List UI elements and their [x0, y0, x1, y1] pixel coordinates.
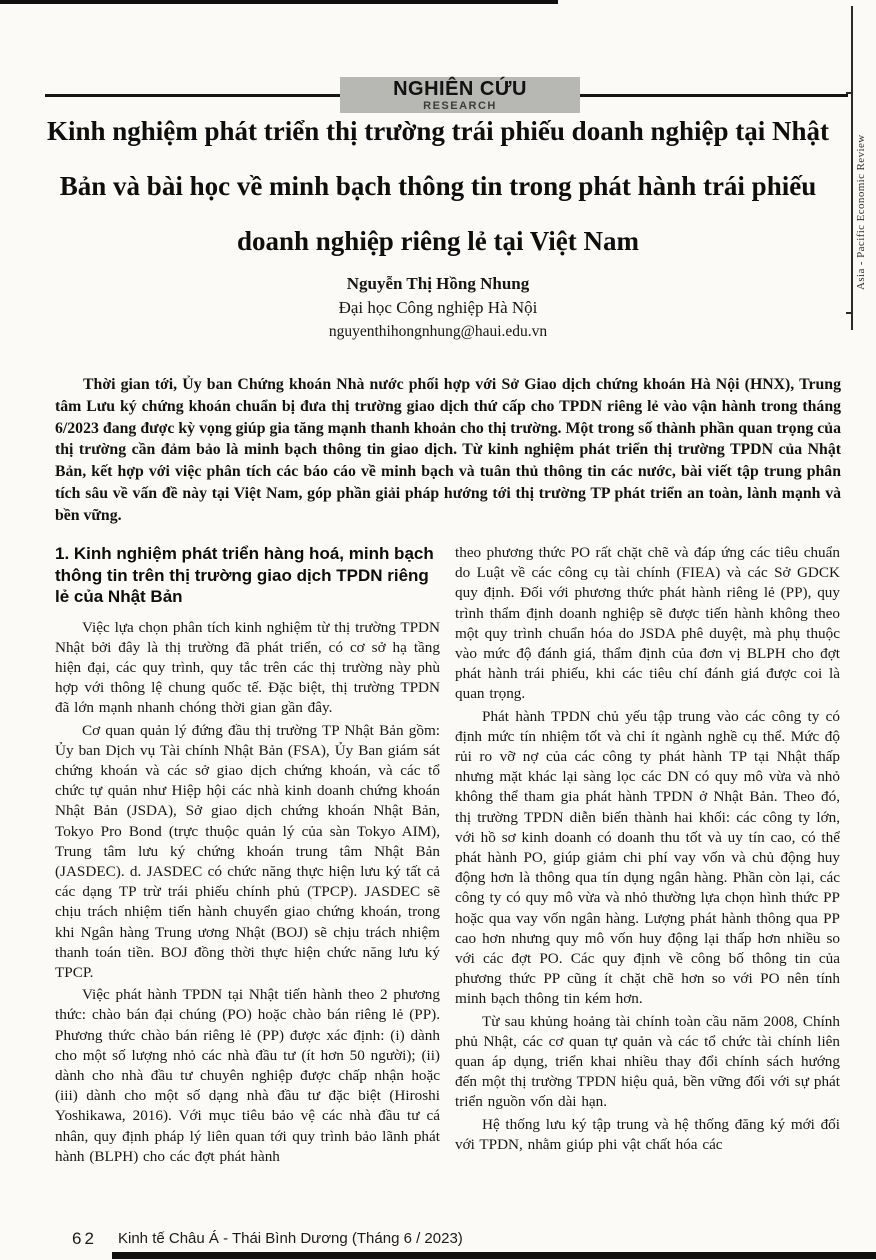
section1-heading: 1. Kinh nghiệm phát triển hàng hoá, minh bạch thông tin trên thị trường giao dịch TPDN riêng lẻ của Nhật Bản — [55, 544, 434, 606]
body-paragraph: Từ sau khủng hoảng tài chính toàn cầu năm 2008, Chính phủ Nhật, các cơ quan tự quản và các tổ chức tài chính liên quan áp dụng, triển khai nhiều thay đổi chính sách hướng đến một thị trường TPDN hiệu quả, bền vững đối với sự phát triển nguồn vốn dài hạn. — [455, 1012, 840, 1111]
bottom-edge-bar — [112, 1252, 876, 1259]
article-title: Kinh nghiệm phát triển thị trường trái phiếu doanh nghiệp tại Nhật Bản và bài học về minh bạch thông tin trong phát hành trái phiếu doanh nghiệp riêng lẻ tại Việt Nam — [46, 116, 830, 256]
journal-side-title: Asia - Pacific Economic Review — [855, 134, 867, 291]
crop-tick — [846, 312, 853, 314]
body-paragraph: Việc phát hành TPDN tại Nhật tiến hành theo 2 phương thức: chào bán đại chúng (PO) hoặc chào bán riêng lẻ (PP). Phương thức chào bán riêng lẻ (PP) được xác định: (i) dành cho một số lượng nhỏ các nhà đầu tư (ít hơn 50 người); (ii) dành cho nhà đầu tư chuyên nghiệp được chấp nhận hoặc (iii) dành cho một số dạng nhà đầu tư đặc biệt (Hiroshi Yoshikawa, 2016). Với mục tiêu bảo vệ các nhà đầu tư cá nhân, quy định pháp lý liên quan tới quy trình bảo lãnh phát hành (BLPH) cho các đợt phát hành — [55, 986, 440, 1165]
author-name: Nguyễn Thị Hồng Nhung — [346, 274, 530, 293]
side-rule — [851, 6, 853, 330]
two-column-body — [55, 543, 841, 1223]
body-paragraph: Phát hành TPDN chủ yếu tập trung vào các công ty có định mức tín nhiệm tốt và chỉ ít ngành nghề cụ thể. Mức độ rủi ro vỡ nợ của các công ty phát hành TP tại Nhật thấp nhưng mặt khác lại sàng lọc các DN có quy mô vừa và nhỏ không thể tham gia phát hành TPDN ở Nhật Bản. Theo đó, thị trường TPDN diễn biến thành hai khối: các công ty lớn, với hồ sơ kinh doanh có doanh thu tốt và uy tín cao, có thể phát hành PO, giúp giảm chi phí vay vốn và chủ động huy động hơn là thông qua tín dụng ngân hàng. Phần còn lại, các công ty có quy mô vừa và nhỏ thường lựa chọn hình thức PP hoặc qua vay vốn ngân hàng. Lượng phát hành thông qua PP cao hơn nhưng quy mô vốn huy động lại thấp hơn nhiều so với các đợt PO. Các quy định về công bố thông tin của phương thức PP cũng ít chặt chẽ hơn so với PO nên tính minh bạch thông tin kém hơn. — [455, 707, 840, 1008]
author-affiliation: Đại học Công nghiệp Hà Nội — [338, 298, 538, 317]
page-number: 62 — [72, 1229, 97, 1248]
right-column — [455, 543, 840, 1223]
author-email: nguyenthihongnhung@haui.edu.vn — [328, 323, 548, 340]
top-edge-bar — [0, 0, 558, 4]
body-paragraph: Hệ thống lưu ký tập trung và hệ thống đăng ký mới đối với TPDN, nhằm giúp phi vật chất hóa các — [455, 1115, 840, 1153]
author-block — [44, 272, 832, 344]
body-paragraph: theo phương thức PO rất chặt chẽ và đáp ứng các tiêu chuẩn do Luật về các công cụ tài chính (FIEA) và các Sở GDCK quy định. Đối với phương thức phát hành riêng lẻ (PP), quy trình thẩm định doanh nghiệp sẽ được tiến hành không theo một quy trình chuẩn hóa do JSDA phê duyệt, mà phụ thuộc vào mức độ đánh giá, thẩm định của đơn vị BLPH cho đợt phát hành trái phiếu, khi các tiêu chí đánh giá được coi là quan trọng. — [455, 544, 840, 703]
abstract-paragraph: Thời gian tới, Ủy ban Chứng khoán Nhà nước phối hợp với Sở Giao dịch chứng khoán Hà Nội (HNX), Trung tâm Lưu ký chứng khoán chuẩn bị đưa thị trường giao dịch thứ cấp cho TPDN riêng lẻ vào vận hành trong tháng 6/2023 đang được kỳ vọng giúp gia tăng mạnh thanh khoản cho thị trường. Một trong số thành phần quan trọng của thị trường cần đảm bảo là minh bạch thông tin giao dịch. Từ kinh nghiệm phát triển thị trường TPDN của Nhật Bản, kết hợp với việc phân tích các báo cáo về minh bạch và tuân thủ thông tin các nước, bài viết tập trung phân tích sâu về vấn đề này tại Việt Nam, góp phần giải pháp hướng tới thị trường TP phát triển an toàn, lành mạnh và bền vững. — [55, 376, 841, 524]
left-column — [55, 543, 440, 1223]
journal-name: Kinh tế Châu Á - Thái Bình Dương (Tháng 6 / 2023) — [118, 1230, 463, 1247]
body-paragraph: Cơ quan quản lý đứng đầu thị trường TP Nhật Bản gồm: Ủy ban Dịch vụ Tài chính Nhật Bản (FSA), Ủy Ban giám sát chứng khoán và các sở giao dịch chứng khoán, và các tổ chức tự quản như Hiệp hội các nhà kinh doanh chứng khoán Nhật Bản (JSDA), Sở giao dịch chứng khoán Nhật Bản, Tokyo Pro Bond (trực thuộc quản lý của sàn Tokyo AIM), Trung tâm lưu ký chứng khoán trung tâm Nhật Bản (JASDEC). d. JASDEC có chức năng thực hiện lưu ký tất cả các dạng TP trừ trái phiếu chính phủ (TPCP). JASDEC sẽ chịu trách nhiệm tiến hành chuyển giao chứng khoán, trong khi Ngân hàng Trung ương Nhật (BOJ) sẽ chịu trách nhiệm thanh toán tiền. BOJ đồng thời thực hiện chức năng lưu ký TPCP. — [55, 721, 440, 981]
section-banner-sublabel: RESEARCH — [423, 100, 497, 112]
section-banner-label: NGHIÊN CỨU — [393, 78, 527, 100]
body-paragraph: Việc lựa chọn phân tích kinh nghiệm từ thị trường TPDN Nhật bởi đây là thị trường đã phát triển, có cơ sở hạ tầng hiện đại, các quy trình, quy tắc trên các thị trường này phù hợp với thông lệ chung quốc tế. Đặc biệt, thị trường TPDN đã lớn mạnh nhanh chóng thời gian gần đây. — [55, 618, 440, 717]
page-footer — [0, 1226, 876, 1252]
